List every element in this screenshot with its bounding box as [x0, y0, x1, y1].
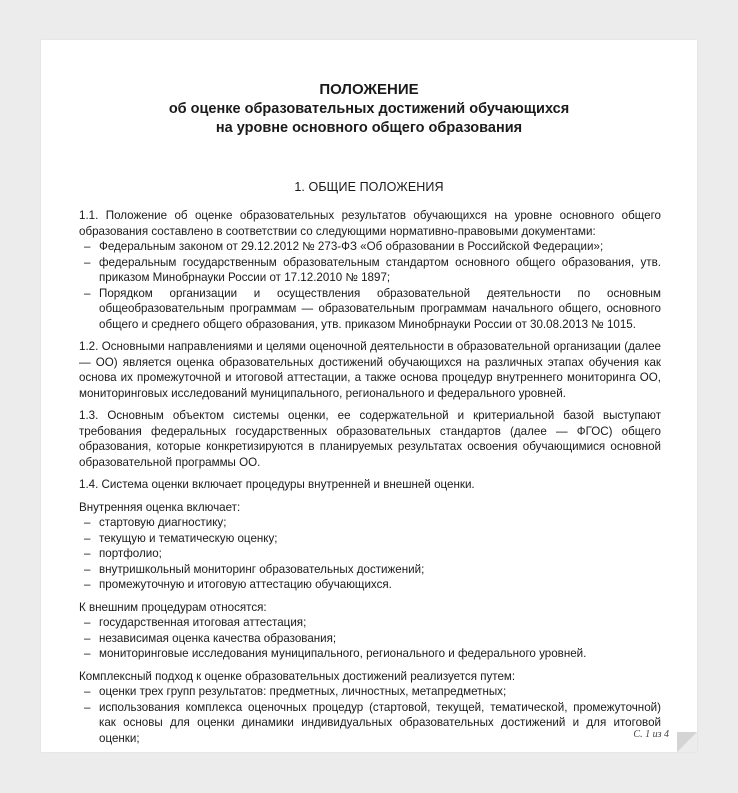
list-item: – независимая оценка качества образования;	[84, 631, 337, 645]
list-item: – федеральным государственным образовательным стандартом основного общего образования, утв. приказом Минобрнауки России от 17.12.2010 № 1897;	[84, 255, 661, 284]
paragraph-1-2: 1.2. Основными направлениями и целями оценочной деятельности в образовательной организации (далее — ОО) является оценка образовательных достижений обучающихся на различных этапах обучения как основа их промежуточной и итоговой аттестации, а также основа процедур внутреннего мониторинга ОО, мониторинговых исследований муниципального, регионального и федерального уровней.	[79, 340, 661, 400]
list-item: – внутришкольный мониторинг образовательных достижений;	[84, 562, 425, 576]
paragraph-1-1: 1.1. Положение об оценке образовательных результатов обучающихся на уровне основного общего образования составлено в соответствии со следующими нормативно-правовыми документами:	[79, 209, 661, 238]
document-body	[79, 208, 661, 746]
document-subtitle-line-1: об оценке образовательных достижений обучающихся	[168, 101, 570, 117]
page-corner-fold	[677, 732, 697, 752]
list-item: – Порядком организации и осуществления образовательной деятельности по основным общеобразовательным программам — образовательным программам начального общего, основного общего и среднего общего образования, утв. приказом Минобрнауки России от 30.08.2013 № 1015.	[84, 286, 661, 331]
internal-assessment-list	[79, 515, 661, 593]
page-number: С. 1 из 4	[633, 729, 669, 740]
external-assessment-intro: К внешним процедурам относятся:	[79, 600, 267, 614]
paragraph-1-4: 1.4. Система оценки включает процедуры внутренней и внешней оценки.	[79, 478, 475, 491]
dash-marker: –	[84, 685, 91, 698]
legal-documents-list	[79, 239, 661, 332]
dash-marker: –	[84, 516, 91, 529]
list-item: – промежуточную и итоговую аттестацию обучающихся.	[84, 578, 392, 591]
list-item: – Федеральным законом от 29.12.2012 № 273-ФЗ «Об образовании в Российской Федерации»;	[84, 240, 604, 253]
document-page	[41, 40, 697, 752]
section-heading: 1. ОБЩИЕ ПОЛОЖЕНИЯ	[294, 180, 444, 194]
dash-marker: –	[84, 255, 91, 269]
dash-marker: –	[84, 562, 91, 576]
dash-marker: –	[84, 647, 91, 660]
list-item: – оценки трех групп результатов: предметных, личностных, метапредметных;	[84, 685, 507, 698]
dash-marker: –	[84, 240, 91, 253]
internal-assessment-intro: Внутренняя оценка включает:	[79, 500, 241, 514]
list-item: – использования комплекса оценочных процедур (стартовой, текущей, тематической, промежуточной) как основы для оценки динамики индивидуальных образовательных достижений и для итоговой оценки;	[84, 700, 661, 745]
list-item: – текущую и тематическую оценку;	[84, 531, 278, 545]
list-item: – государственная итоговая аттестация;	[84, 616, 307, 629]
list-item: – мониторинговые исследования муниципального, регионального и федерального уровней.	[84, 647, 587, 660]
external-assessment-list	[79, 615, 661, 662]
dash-marker: –	[84, 631, 91, 645]
dash-marker: –	[84, 286, 91, 300]
dash-marker: –	[84, 531, 91, 545]
document-title-block	[41, 80, 697, 138]
list-item: – стартовую диагностику;	[84, 516, 227, 529]
document-title: ПОЛОЖЕНИЕ	[319, 81, 419, 98]
dash-marker: –	[84, 616, 91, 629]
list-item: – портфолио;	[84, 547, 162, 560]
paragraph-1-3: 1.3. Основным объектом системы оценки, ее содержательной и критериальной базой выступают требования федеральных государственных образовательных стандартов (далее — ФГОС) общего образования, которые конкретизируются в планируемых результатах освоения обучающимися основной образовательной программы ОО.	[79, 409, 661, 469]
dash-marker: –	[84, 700, 91, 714]
document-subtitle-line-2: на уровне основного общего образования	[215, 120, 523, 136]
dash-marker: –	[84, 547, 91, 560]
dash-marker: –	[84, 578, 91, 591]
complex-approach-list	[79, 684, 661, 746]
complex-approach-intro: Комплексный подход к оценке образовательных достижений реализуется путем:	[79, 669, 516, 683]
